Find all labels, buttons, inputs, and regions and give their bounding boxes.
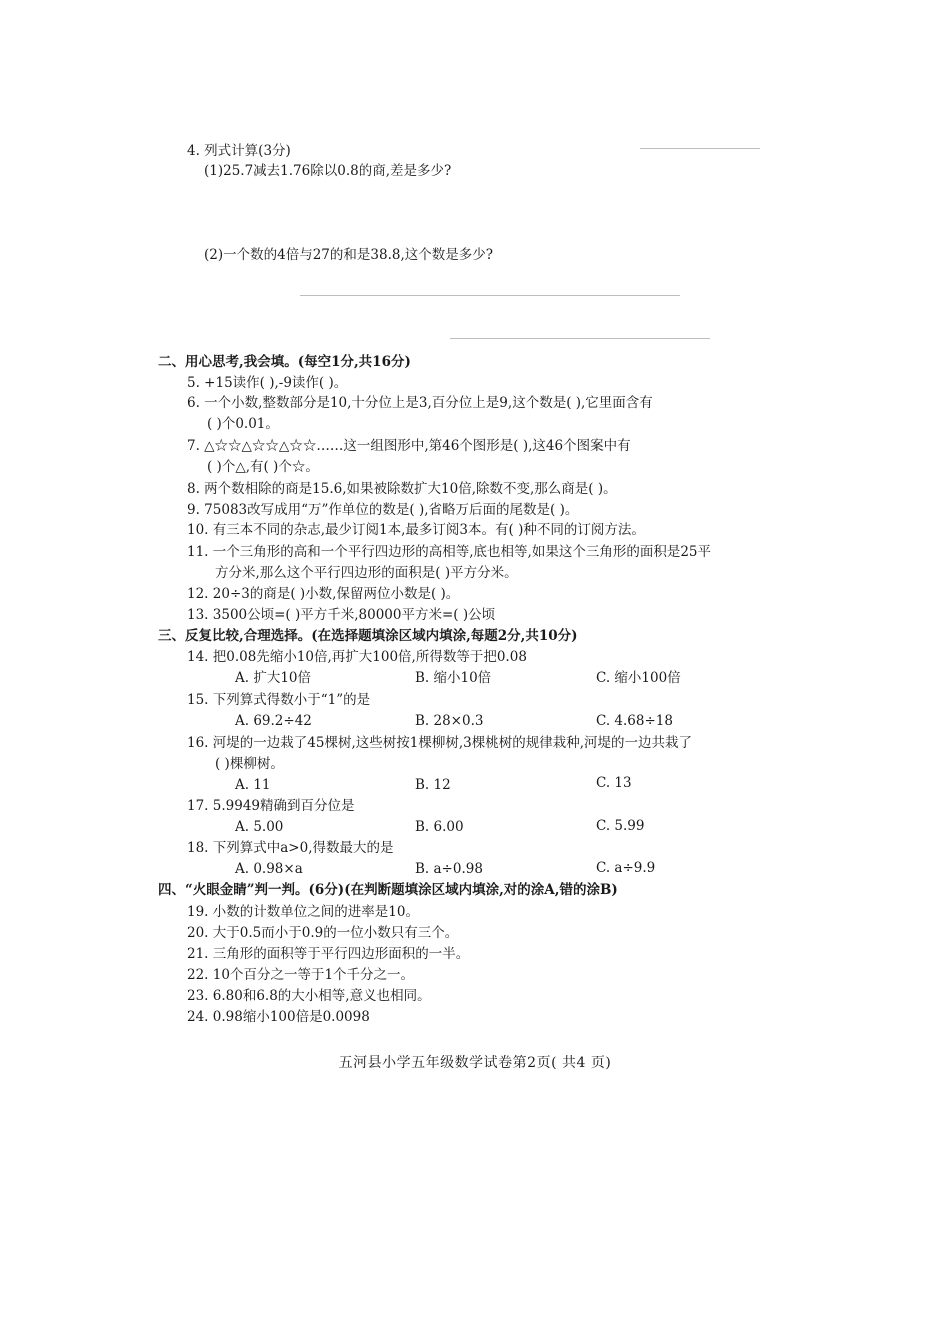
s3-q17-stem: 17. 5.9949精确到百分位是 — [187, 798, 355, 814]
s3-q14-option-c: C. 缩小100倍 — [596, 670, 681, 686]
s3-q16-option-a: A. 11 — [235, 777, 271, 793]
s2-item-6-cont: ( )个0.01。 — [207, 416, 279, 432]
scan-noise — [300, 295, 680, 296]
s2-item-8: 8. 两个数相除的商是15.6,如果被除数扩大10倍,除数不变,那么商是( )。 — [187, 481, 617, 497]
scan-noise — [640, 148, 760, 149]
q4-sub1: (1)25.7减去1.76除以0.8的商,差是多少? — [204, 163, 452, 179]
s3-q15-stem: 15. 下列算式得数小于“1”的是 — [187, 692, 371, 708]
s3-q15-option-a: A. 69.2÷42 — [235, 713, 312, 729]
s3-q16-stem-cont: ( )棵柳树。 — [215, 756, 284, 772]
s2-item-7-cont: ( )个△,有( )个☆。 — [207, 459, 319, 475]
s3-q14-stem: 14. 把0.08先缩小10倍,再扩大100倍,所得数等于把0.08 — [187, 649, 527, 665]
s3-q15-option-b: B. 28×0.3 — [415, 713, 484, 729]
s2-item-10: 10. 有三本不同的杂志,最少订阅1本,最多订阅3本。有( )种不同的订阅方法。 — [187, 522, 645, 538]
q4-sub2: (2)一个数的4倍与27的和是38.8,这个数是多少? — [204, 247, 493, 263]
s4-item-19: 19. 小数的计数单位之间的进率是10。 — [187, 904, 419, 920]
s3-q18-option-a: A. 0.98×a — [235, 861, 303, 877]
s2-item-6: 6. 一个小数,整数部分是10,十分位上是3,百分位上是9,这个数是( ),它里面含有 — [187, 395, 653, 411]
s4-item-21: 21. 三角形的面积等于平行四边形面积的一半。 — [187, 946, 470, 962]
s3-q17-option-a: A. 5.00 — [235, 819, 284, 835]
s3-q14-option-b: B. 缩小10倍 — [415, 670, 492, 686]
scan-noise — [450, 338, 710, 339]
s4-item-23: 23. 6.80和6.8的大小相等,意义也相同。 — [187, 988, 431, 1004]
s3-q18-stem: 18. 下列算式中a>0,得数最大的是 — [187, 840, 394, 856]
s3-q14-option-a: A. 扩大10倍 — [235, 670, 312, 686]
s3-q16-option-b: B. 12 — [415, 777, 451, 793]
s2-item-5: 5. +15读作( ),-9读作( )。 — [187, 375, 348, 391]
s3-q17-option-b: B. 6.00 — [415, 819, 464, 835]
s3-q17-option-c: C. 5.99 — [596, 818, 645, 834]
s2-item-9: 9. 75083改写成用“万”作单位的数是( ),省略万后面的尾数是( )。 — [187, 502, 579, 518]
s4-item-22: 22. 10个百分之一等于1个千分之一。 — [187, 967, 415, 983]
s3-q16-option-c: C. 13 — [596, 775, 632, 791]
s2-item-12: 12. 20÷3的商是( )小数,保留两位小数是( )。 — [187, 586, 460, 602]
s2-item-11: 11. 一个三角形的高和一个平行四边形的高相等,底也相等,如果这个三角形的面积是25平 — [187, 544, 712, 560]
s4-item-24: 24. 0.98缩小100倍是0.0098 — [187, 1009, 370, 1025]
s2-item-11-cont: 方分米,那么这个平行四边形的面积是( )平方分米。 — [215, 565, 518, 581]
s2-item-13: 13. 3500公顷=( )平方千米,80000平方米=( )公顷 — [187, 607, 496, 623]
s3-q18-option-b: B. a÷0.98 — [415, 861, 483, 877]
section2-heading: 二、用心思考,我会填。(每空1分,共16分) — [158, 354, 411, 370]
q4-title: 4. 列式计算(3分) — [187, 143, 291, 159]
section3-heading: 三、反复比较,合理选择。(在选择题填涂区域内填涂,每题2分,共10分) — [158, 628, 578, 644]
s2-item-7: 7. △☆☆△☆☆△☆☆……这一组图形中,第46个图形是( ),这46个图案中有 — [187, 438, 631, 454]
s3-q15-option-c: C. 4.68÷18 — [596, 713, 673, 729]
s3-q18-option-c: C. a÷9.9 — [596, 860, 656, 876]
s3-q16-stem: 16. 河堤的一边栽了45棵树,这些树按1棵柳树,3棵桃树的规律栽种,河堤的一边共栽了 — [187, 735, 692, 751]
s4-item-20: 20. 大于0.5而小于0.9的一位小数只有三个。 — [187, 925, 459, 941]
page-footer: 五河县小学五年级数学试卷第2页( 共4 页) — [338, 1055, 612, 1071]
section4-heading: 四、“火眼金睛”判一判。(6分)(在判断题填涂区域内填涂,对的涂A,错的涂B) — [158, 882, 618, 898]
